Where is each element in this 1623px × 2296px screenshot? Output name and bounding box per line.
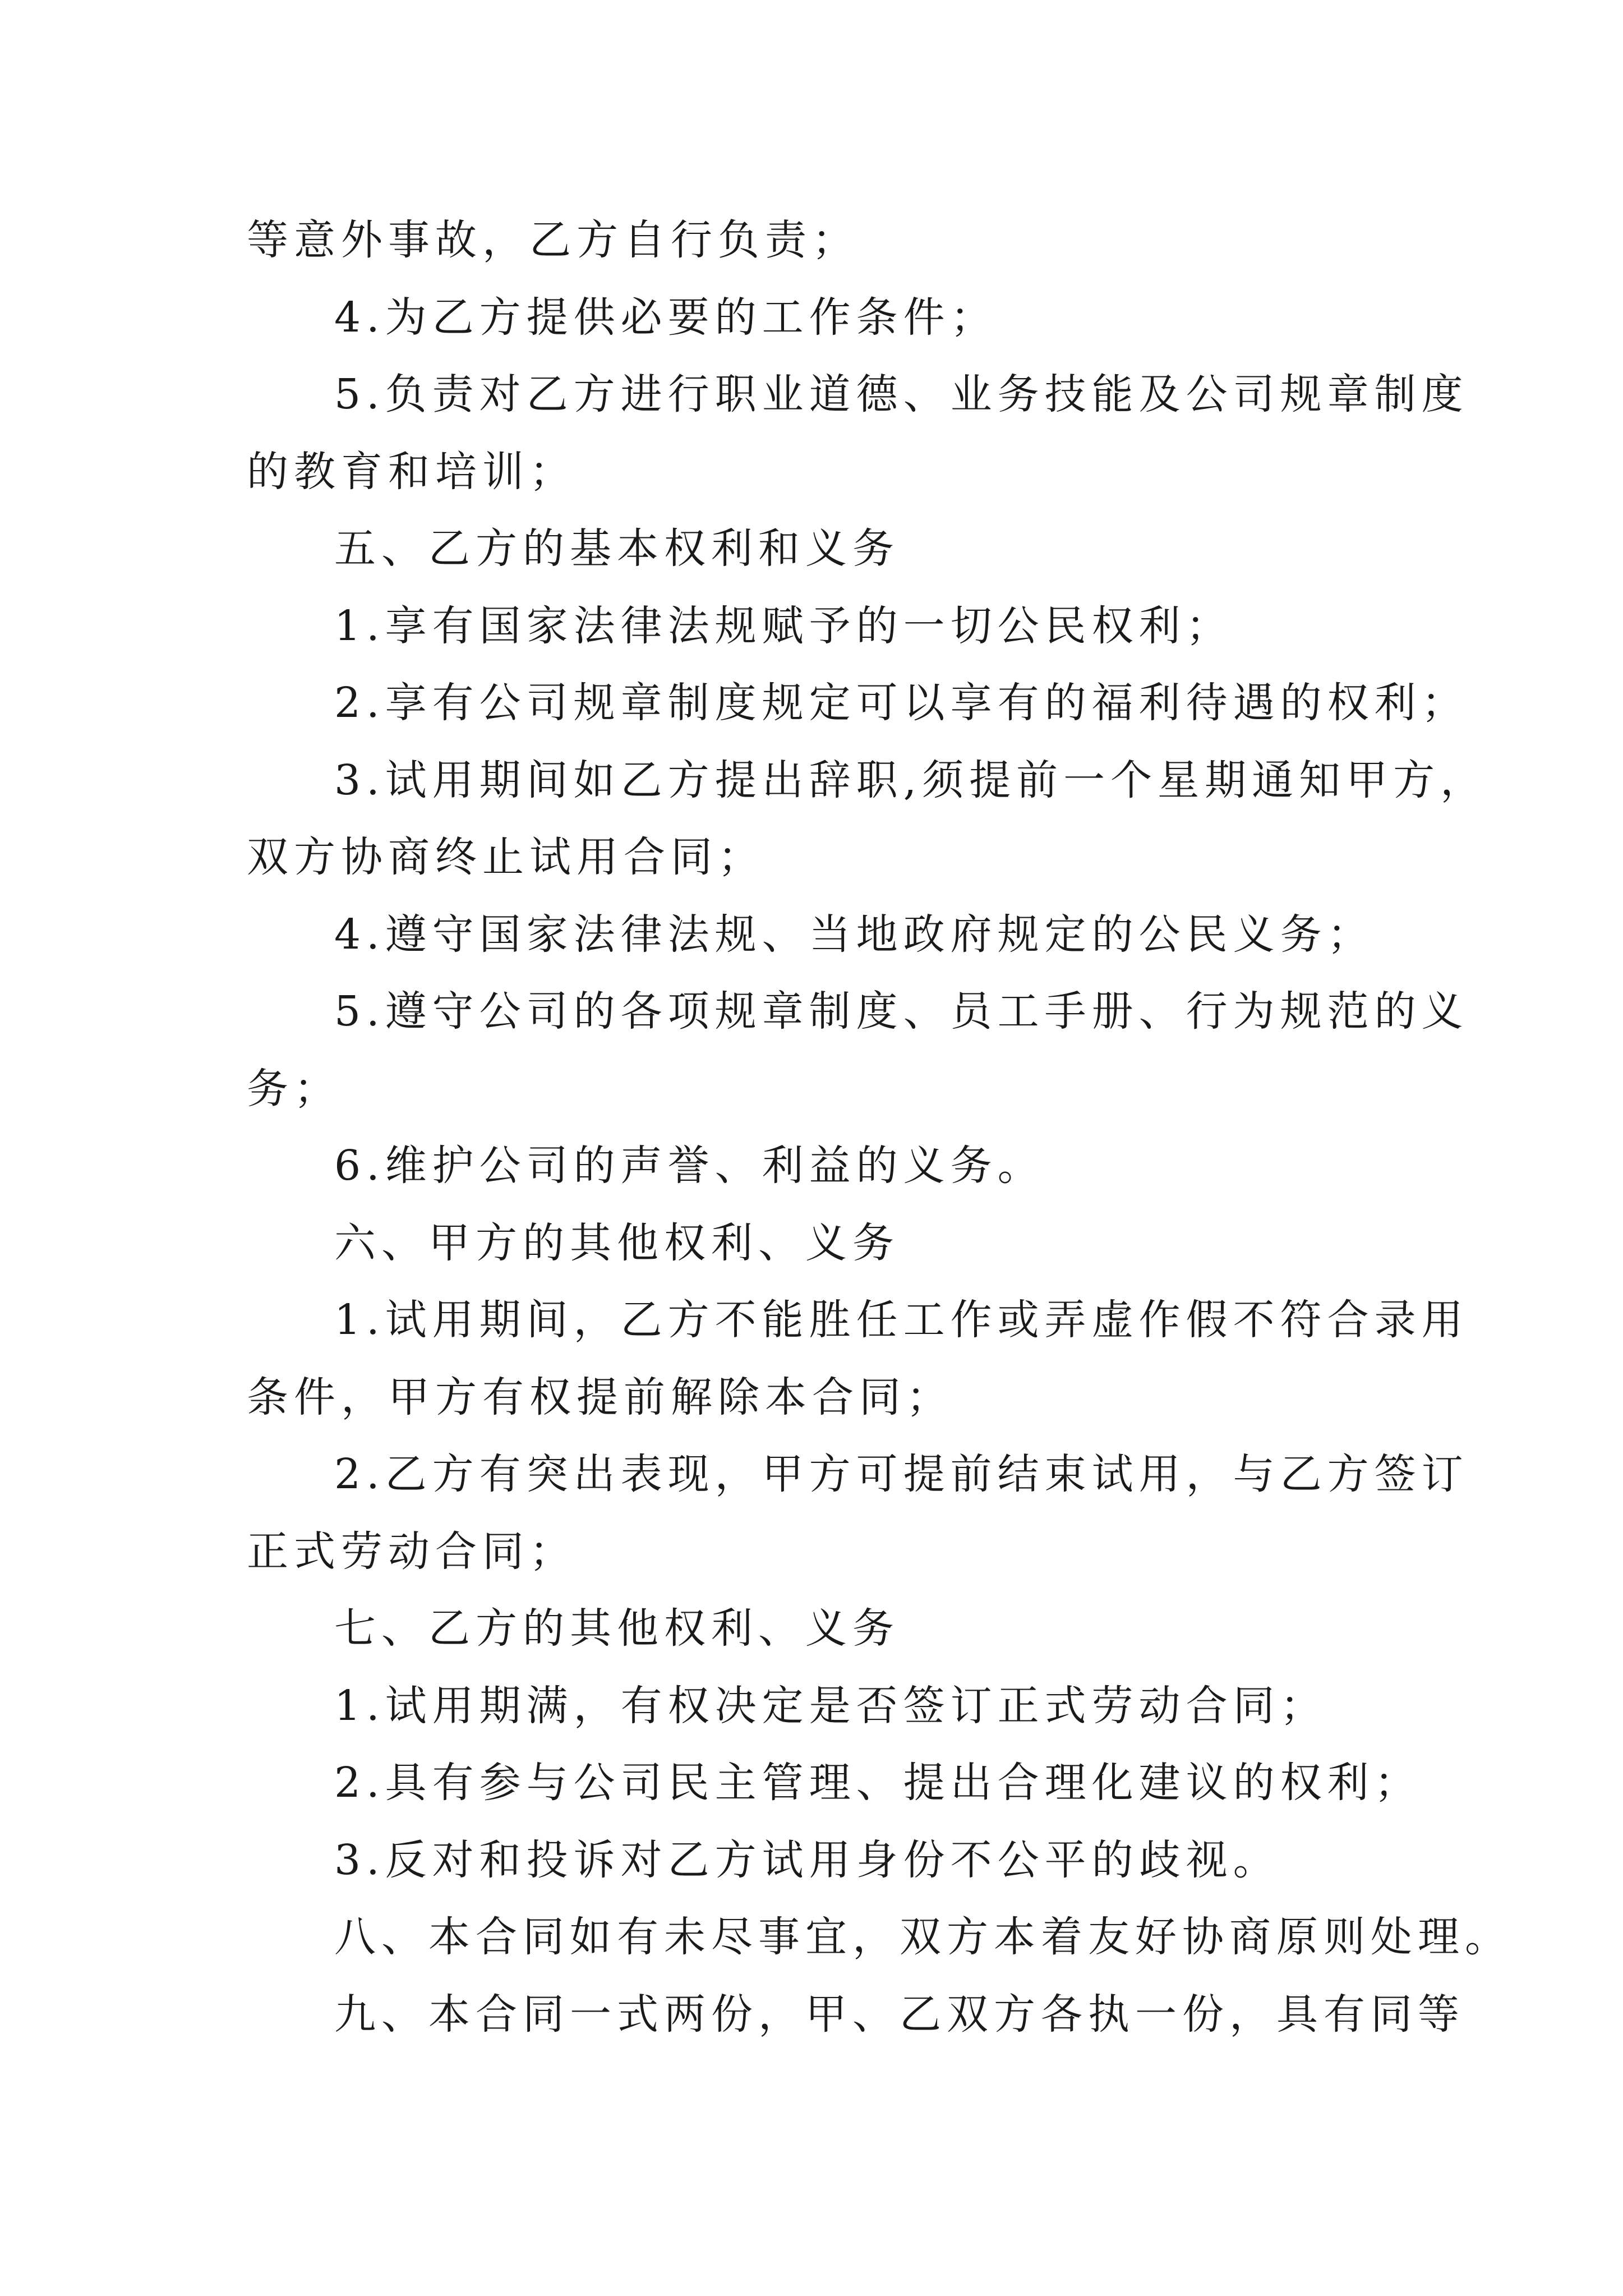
section-heading: 六、甲方的其他权利、义务 <box>334 1218 900 1267</box>
section-heading: 八、本合同如有未尽事宜，双方本着友好协商原则处理。 <box>334 1913 1512 1961</box>
text-line-item: 5.遵守公司的各项规章制度、员工手册、行为规范的义 <box>334 987 1469 1036</box>
text-line-item: 1.试用期满，有权决定是否签订正式劳动合同； <box>334 1681 1327 1730</box>
text-line-item: 6.维护公司的声誉、利益的义务。 <box>334 1142 1045 1190</box>
text-line-item: 2.乙方有突出表现，甲方可提前结束试用，与乙方签订 <box>334 1450 1469 1498</box>
text-line-item: 4.为乙方提供必要的工作条件； <box>334 293 998 342</box>
section-heading: 五、乙方的基本权利和义务 <box>334 524 900 573</box>
text-line-item: 2.具有参与公司民主管理、提出合理化建议的权利； <box>334 1759 1422 1807</box>
text-line-item: 1.享有国家法律法规赋予的一切公民权利； <box>334 601 1233 650</box>
text-line-item: 3.试用期间如乙方提出辞职,须提前一个星期通知甲方， <box>334 756 1488 804</box>
text-line-item: 3.反对和投诉对乙方试用身份不公平的歧视。 <box>334 1835 1280 1884</box>
contract-text-body <box>247 202 1512 2053</box>
text-line-item: 4.遵守国家法律法规、当地政府规定的公民义务； <box>334 910 1375 959</box>
text-line-continuation: 条件，甲方有权提前解除本合同； <box>247 1373 953 1421</box>
text-line-continuation: 务； <box>247 1064 341 1113</box>
section-heading: 七、乙方的其他权利、义务 <box>334 1604 900 1653</box>
section-heading: 九、本合同一式两份，甲、乙双方各执一份，具有同等 <box>334 1990 1465 2039</box>
text-line-continuation: 的教育和培训； <box>247 447 577 496</box>
text-line-continuation: 双方协商终止试用合同； <box>247 833 765 881</box>
text-line-continuation: 等意外事故，乙方自行负责； <box>247 216 859 264</box>
text-line-item: 5.负责对乙方进行职业道德、业务技能及公司规章制度 <box>334 370 1469 418</box>
text-line-item: 1.试用期间，乙方不能胜任工作或弄虚作假不符合录用 <box>334 1296 1469 1344</box>
text-line-item: 2.享有公司规章制度规定可以享有的福利待遇的权利； <box>334 679 1469 727</box>
text-line-continuation: 正式劳动合同； <box>247 1527 577 1576</box>
